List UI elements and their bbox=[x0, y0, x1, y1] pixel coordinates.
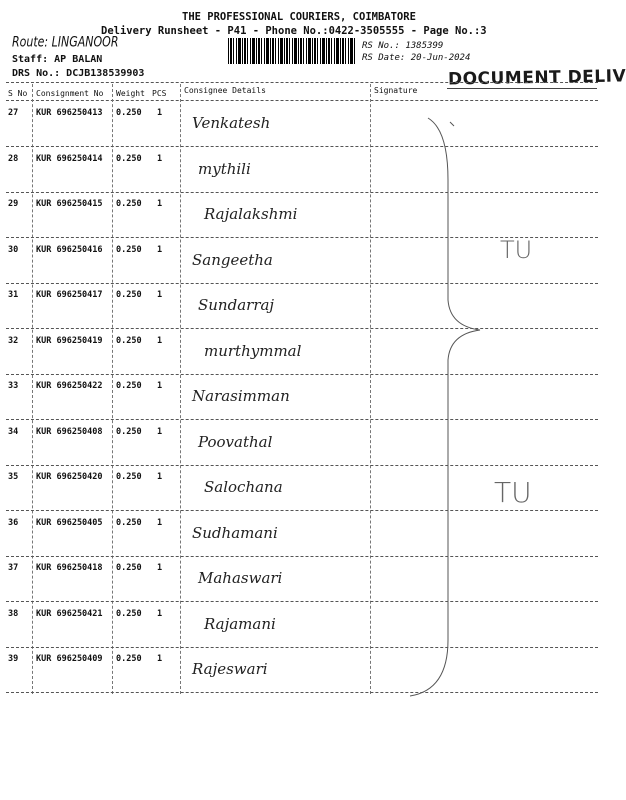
row-consignment: KUR 696250408 bbox=[36, 426, 103, 437]
signature-bracket bbox=[370, 100, 598, 700]
row-consignee-handwritten: Sundarraj bbox=[198, 296, 275, 314]
row-consignment: KUR 696250422 bbox=[36, 381, 103, 391]
col-weight: Weight bbox=[116, 89, 145, 98]
col-sep bbox=[180, 84, 181, 694]
drs-number: DRS No.: DCJB138539903 bbox=[12, 68, 145, 79]
row-weight: 0.250 bbox=[116, 153, 142, 164]
row-consignment: KUR 696250413 bbox=[36, 108, 103, 118]
row-pcs: 1 bbox=[157, 608, 163, 619]
row-weight: 0.250 bbox=[116, 244, 142, 255]
row-sno: 32 bbox=[8, 335, 19, 346]
row-weight: 0.250 bbox=[116, 563, 142, 573]
stamp-underline bbox=[447, 88, 597, 89]
row-pcs: 1 bbox=[157, 108, 163, 118]
row-consignment: KUR 696250416 bbox=[36, 244, 103, 255]
row-consignee-handwritten: murthymmal bbox=[204, 341, 302, 360]
staff-label: Staff: AP BALAN bbox=[12, 54, 103, 65]
row-weight: 0.250 bbox=[116, 654, 142, 664]
row-sno: 39 bbox=[8, 654, 19, 664]
row-consignment: KUR 696250418 bbox=[36, 563, 103, 573]
row-pcs: 1 bbox=[157, 654, 163, 664]
col-consignee: Consignee Details bbox=[184, 86, 266, 95]
row-weight: 0.250 bbox=[116, 335, 142, 346]
row-pcs: 1 bbox=[157, 563, 163, 573]
row-sno: 35 bbox=[8, 472, 19, 482]
header-top-rule bbox=[6, 82, 598, 83]
row-consignee-handwritten: Sangeetha bbox=[192, 250, 273, 269]
barcode bbox=[228, 38, 356, 64]
row-consignee-handwritten: Poovathal bbox=[198, 432, 273, 451]
row-pcs: 1 bbox=[157, 244, 163, 255]
row-consignment: KUR 696250415 bbox=[36, 199, 103, 209]
row-consignee-handwritten: Rajamani bbox=[204, 614, 276, 633]
row-consignee-handwritten: Venkatesh bbox=[192, 114, 271, 132]
rs-number: RS No.: 1385399 bbox=[362, 41, 444, 51]
row-pcs: 1 bbox=[157, 153, 163, 164]
row-weight: 0.250 bbox=[116, 290, 142, 300]
row-sno: 29 bbox=[8, 199, 19, 209]
row-sno: 28 bbox=[8, 153, 19, 164]
row-consignee-handwritten: Mahaswari bbox=[198, 569, 283, 587]
row-consignee-handwritten: Narasimman bbox=[192, 387, 290, 405]
col-sno: S No bbox=[8, 89, 28, 98]
row-sno: 37 bbox=[8, 563, 19, 573]
row-consignee-handwritten: Rajeswari bbox=[192, 660, 268, 678]
col-signature: Signature bbox=[374, 86, 418, 95]
col-consignment: Consignment No bbox=[36, 89, 104, 98]
row-sno: 34 bbox=[8, 426, 19, 437]
row-weight: 0.250 bbox=[116, 381, 142, 391]
row-sno: 38 bbox=[8, 608, 19, 619]
row-sno: 36 bbox=[8, 517, 19, 528]
document-delivery-stamp: DOCUMENT DELIV bbox=[447, 66, 626, 90]
row-pcs: 1 bbox=[157, 472, 163, 482]
row-weight: 0.250 bbox=[116, 199, 142, 209]
row-consignee-handwritten: mythili bbox=[198, 159, 251, 178]
company-title: THE PROFESSIONAL COURIERS, COIMBATORE bbox=[182, 11, 416, 23]
row-consignment: KUR 696250419 bbox=[36, 335, 103, 346]
row-weight: 0.250 bbox=[116, 517, 142, 528]
row-consignment: KUR 696250409 bbox=[36, 654, 103, 664]
row-consignment: KUR 696250420 bbox=[36, 472, 103, 482]
row-consignment: KUR 696250405 bbox=[36, 517, 103, 528]
signature-mark: TU bbox=[500, 236, 533, 264]
runsheet-title: Delivery Runsheet - P41 - Phone No.:0422-3505555 - Page No.:3 bbox=[101, 25, 487, 37]
row-pcs: 1 bbox=[157, 290, 163, 300]
row-consignment: KUR 696250421 bbox=[36, 608, 103, 619]
row-weight: 0.250 bbox=[116, 608, 142, 619]
row-pcs: 1 bbox=[157, 426, 163, 437]
row-pcs: 1 bbox=[157, 517, 163, 528]
row-sno: 31 bbox=[8, 290, 19, 300]
row-consignment: KUR 696250417 bbox=[36, 290, 103, 300]
row-sno: 33 bbox=[8, 381, 19, 391]
row-weight: 0.250 bbox=[116, 426, 142, 437]
rs-date: RS Date: 20-Jun-2024 bbox=[362, 53, 471, 63]
col-sep bbox=[112, 84, 113, 694]
row-sno: 30 bbox=[8, 244, 19, 255]
row-consignment: KUR 696250414 bbox=[36, 153, 103, 164]
row-consignee-handwritten: Salochana bbox=[204, 478, 283, 496]
row-consignee-handwritten: Sudhamani bbox=[192, 523, 278, 542]
row-weight: 0.250 bbox=[116, 472, 142, 482]
col-sep bbox=[32, 84, 33, 694]
row-pcs: 1 bbox=[157, 381, 163, 391]
row-consignee-handwritten: Rajalakshmi bbox=[204, 205, 298, 223]
row-pcs: 1 bbox=[157, 199, 163, 209]
signature-mark: TU bbox=[494, 476, 532, 509]
route-label: Route: LINGANOOR bbox=[12, 34, 119, 51]
row-pcs: 1 bbox=[157, 335, 163, 346]
row-sno: 27 bbox=[8, 108, 19, 118]
row-weight: 0.250 bbox=[116, 108, 142, 118]
col-pcs: PCS bbox=[152, 89, 167, 98]
